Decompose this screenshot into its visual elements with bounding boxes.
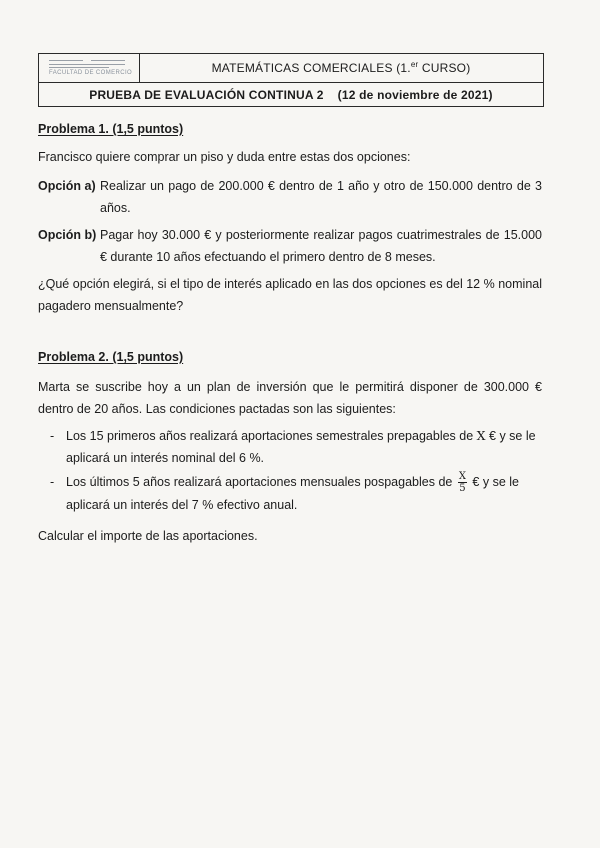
problem-2-heading: Problema 2. (1,5 puntos) bbox=[38, 350, 184, 364]
option-b-text: Pagar hoy 30.000 € y posteriormente realizar pagos cuatrimestrales de 15.000 € durante 10 años efectuando el primero dentro de 8 meses. bbox=[100, 228, 542, 264]
problem-1-intro: Francisco quiere comprar un piso y duda entre estas dos opciones: bbox=[38, 150, 411, 164]
test-date: (12 de noviembre de 2021) bbox=[337, 88, 493, 102]
option-a-text: Realizar un pago de 200.000 € dentro de 1 año y otro de 150.000 dentro de 3 años. bbox=[100, 179, 542, 215]
problem-2-intro: Marta se suscribe hoy a un plan de inversión que le permitirá disponer de 300.000 € dentro de 20 años. Las condiciones pactadas son las siguientes: bbox=[38, 380, 542, 416]
course-title: MATEMÁTICAS COMERCIALES (1.$^{er}$ CURSO) bbox=[211, 60, 471, 75]
option-a-label: Opción a) bbox=[38, 179, 96, 193]
logo-cell bbox=[39, 54, 140, 82]
problem-2-closing: Calcular el importe de las aportaciones. bbox=[38, 529, 258, 543]
exam-header bbox=[38, 53, 544, 107]
logo-text: FACULTAD DE COMERCIO bbox=[49, 70, 133, 76]
test-title: PRUEBA DE EVALUACIÓN CONTINUA 2 (12 de noviembre de 2021) bbox=[89, 88, 493, 102]
bullet-1-text: Los 15 primeros años realizará aportaciones semestrales prepagables de X € y se le aplicará un interés nominal del 6 %. bbox=[66, 428, 536, 465]
option-a bbox=[38, 175, 542, 219]
header-top-row bbox=[39, 54, 543, 83]
variable-x: X bbox=[476, 428, 486, 443]
problem-1-question: ¿Qué opción elegirá, si el tipo de interés aplicado en las dos opciones es del 12 % nominal pagadero mensualmente? bbox=[38, 277, 542, 313]
bullet-2-text: Los últimos 5 años realizará aportaciones mensuales pospagables de $\frac{X}{5}$ € y se le aplicará un interés del 7 % efectivo anual. bbox=[66, 471, 519, 513]
problem-1-heading: Problema 1. (1,5 puntos) bbox=[38, 122, 184, 136]
option-b-label: Opción b) bbox=[38, 228, 97, 242]
fraction-x-over-5: $\frac{X}{5}$ bbox=[458, 471, 466, 495]
option-b bbox=[38, 224, 542, 268]
exam-page: FACULTAD DE COMERCIO MATEMÁTICAS COMERCIALES (1.$^{er}$ CURSO) PRUEBA DE EVALUACIÓN CONTINUA 2 (12 de noviembre de 2021) Problema 1. (1,5 puntos) Francisco quiere comprar un piso y duda entre estas dos opciones: Opción a) Realizar un pago de 200.000 € dentro de 1 año y otro de 150.000 dentro de 3 años. Opción b) Pagar hoy 30.000 € y posteriormente realizar pagos cuatrimestrales de 15.000 € durante 10 años efectuando el primero dentro de 8 meses. ¿Qué opción elegirá, si el tipo de interés aplicado en las dos opciones es del 12 % nominal pagadero mensualmente? Problema 2. (1,5 puntos) Marta se suscribe hoy a un plan de inversión que le permitirá disponer de 300.000 € dentro de 20 años. Las condiciones pactadas son las siguientes: - Los 15 primeros años realizará aportaciones semestrales prepagables de X € y se le aplicará un interés nominal del 6 %. - Los últimos 5 años realizará aportaciones mensuales pospagables de $\frac{X}{5}$ € y se le aplicará un interés del 7 % efectivo anual. Calcular el importe de las aportaciones. bbox=[0, 0, 600, 848]
faculty-logo bbox=[45, 57, 135, 79]
